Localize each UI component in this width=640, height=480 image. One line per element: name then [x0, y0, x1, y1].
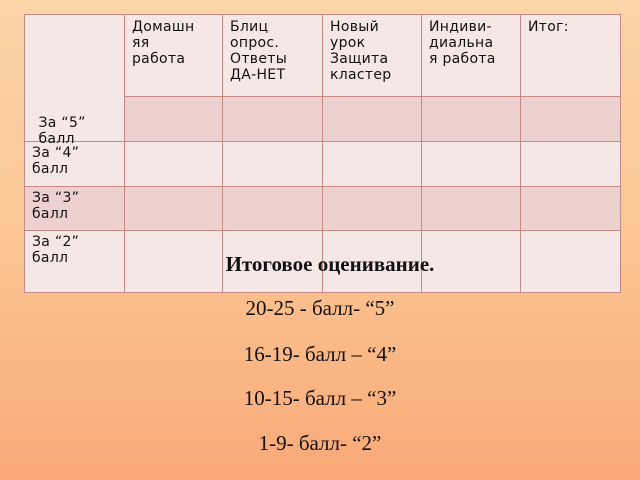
- summary-title: Итоговое оценивание.: [225, 252, 435, 276]
- table-cell: [223, 187, 323, 231]
- summary-line-5: 20-25 - балл- “5”: [245, 296, 395, 320]
- header-new-lesson: Новый урок Защита кластер: [323, 15, 422, 97]
- summary-line-4: 16-19- балл – “4”: [243, 342, 397, 366]
- header-total: Итог:: [521, 15, 621, 97]
- table-cell: [125, 187, 223, 231]
- table-row: [25, 142, 621, 187]
- summary-line-2: 1-9- балл- “2”: [258, 431, 382, 455]
- table-cell: [323, 187, 422, 231]
- table-cell: [323, 142, 422, 187]
- row-label-2: За “2” балл: [32, 234, 80, 266]
- header-blitz-quiz: Блиц опрос. Ответы ДА-НЕТ: [223, 15, 323, 97]
- table-cell: [521, 142, 621, 187]
- header-homework: Домашн яя работа: [125, 15, 223, 97]
- table-cell: [125, 96, 223, 141]
- row-label-5: За “5” балл: [38, 114, 86, 147]
- table-row: [25, 187, 621, 231]
- table-cell: [422, 142, 521, 187]
- table-cell: [223, 142, 323, 187]
- corner-cell: [25, 15, 125, 147]
- table-cell: [125, 142, 223, 187]
- table-header-row: [25, 15, 621, 97]
- table-cell: [422, 96, 521, 141]
- table-cell: [422, 187, 521, 231]
- table-cell: [223, 96, 323, 141]
- row-label-3: За “3” балл: [32, 190, 80, 222]
- table-cell: [521, 96, 621, 141]
- row-label-cell: [25, 142, 125, 187]
- row-label-cell: [25, 187, 125, 231]
- table-cell: [521, 187, 621, 231]
- summary-line-3: 10-15- балл – “3”: [243, 386, 397, 410]
- header-individual-work: Индиви- диальна я работа: [422, 15, 521, 97]
- table-cell: [323, 96, 422, 141]
- row-label-4: За “4” балл: [32, 145, 80, 177]
